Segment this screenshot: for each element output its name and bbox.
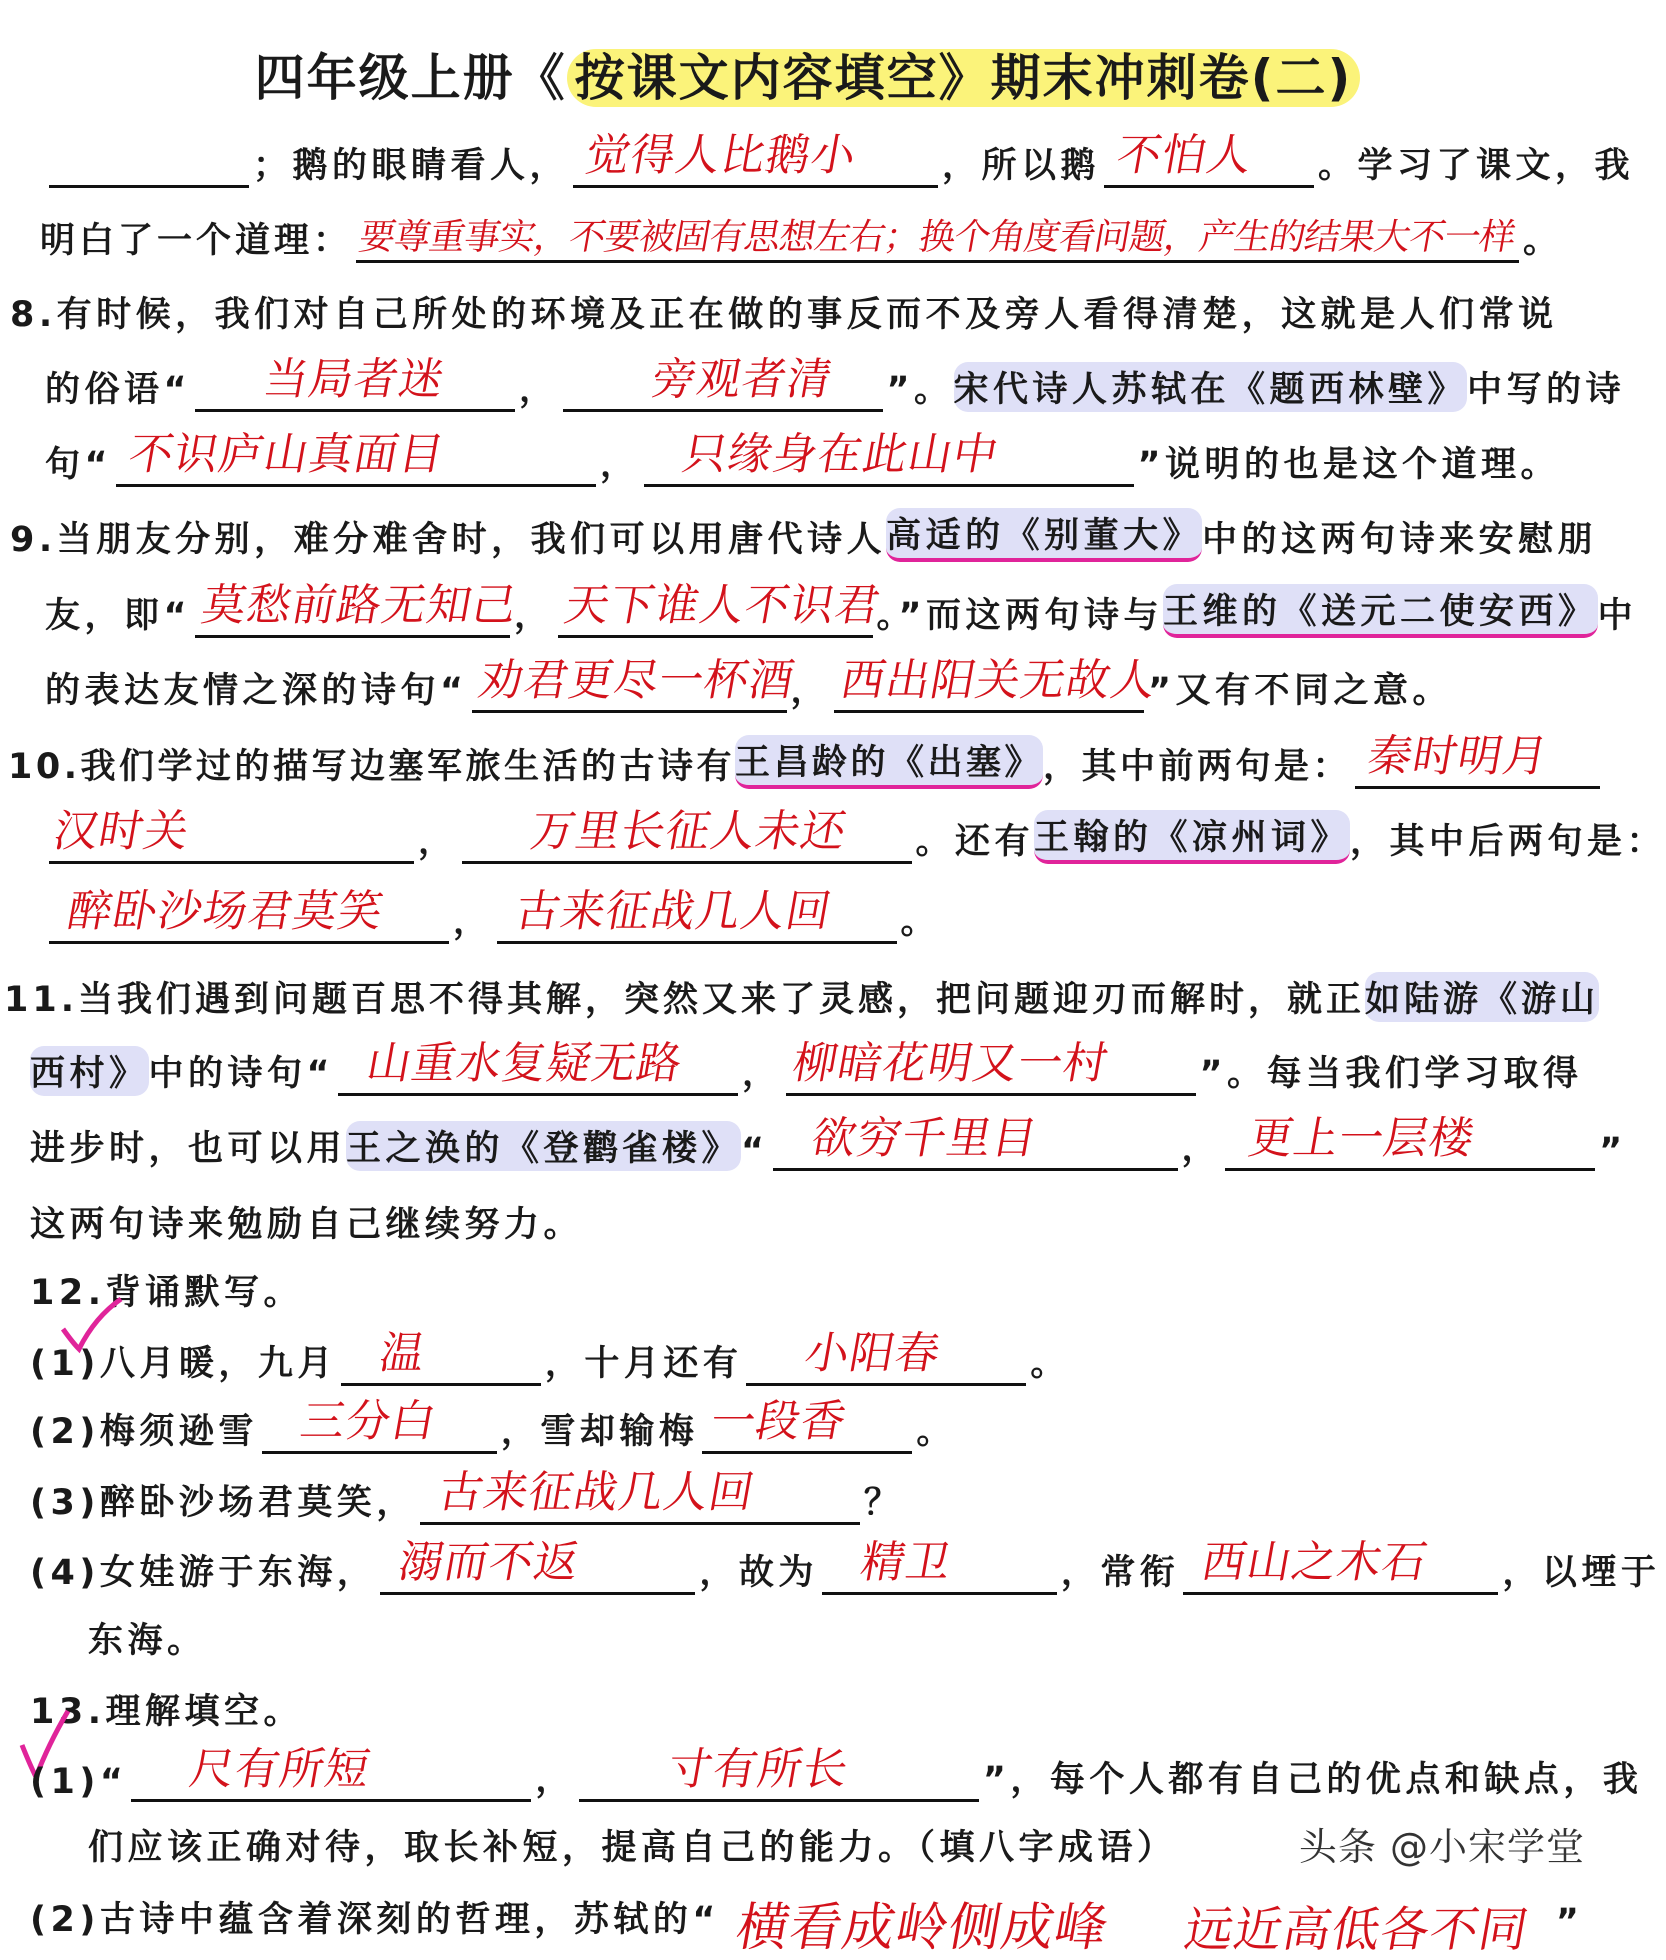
handwritten-answer: 精卫 [856, 1537, 956, 1588]
handwritten-answer: 小阳春 [801, 1328, 946, 1379]
text: ”，每个人都有自己的优点和缺点，我 [982, 1760, 1643, 1800]
worksheet-title [0, 38, 1615, 110]
handwritten-answer: 旁观者清 [647, 354, 837, 405]
text: (3)醉卧沙场君莫笑， [30, 1483, 416, 1523]
text: 中 [1597, 596, 1638, 636]
line-q11-end [30, 1185, 583, 1247]
text: “ [741, 1131, 769, 1171]
answer-blank[interactable] [195, 351, 515, 412]
answer-blank[interactable] [338, 1035, 738, 1096]
handwritten-answer: 温 [375, 1328, 430, 1379]
text: 13.理解填空。 [30, 1692, 304, 1732]
answer-blank[interactable] [834, 652, 1161, 713]
text: ” [1599, 1131, 1627, 1171]
text: 明白了一个道理： [40, 221, 353, 261]
text: ， [418, 822, 458, 862]
question-8-text: 8.有时候，我们对自己所处的环境及正在做的事反而不及旁人看得清楚，这就是人们常说 [10, 295, 1558, 335]
answer-blank[interactable] [773, 1110, 1178, 1171]
handwritten-answer: 劝君更尽一杯酒 [474, 655, 799, 706]
handwritten-answer: 一段香 [707, 1396, 852, 1447]
answer-blank[interactable] [116, 426, 596, 487]
answer-blank[interactable] [262, 1393, 497, 1454]
text: ” [1555, 1902, 1584, 1942]
answer-blank[interactable] [702, 1393, 912, 1454]
handwritten-answer: 要尊重事实，不要被固有思想左右；换个角度看问题，产生的结果大不一样 [355, 217, 1519, 258]
text: (4)女娃游于东海， [30, 1553, 377, 1593]
handwritten-answer: 尺有所短 [186, 1744, 376, 1795]
text: ，所以鹅 [942, 146, 1101, 186]
line-q12-4-end [88, 1601, 207, 1663]
line-q10-intro [8, 727, 1604, 789]
answer-blank[interactable] [558, 577, 885, 638]
answer-blank[interactable] [1183, 1534, 1498, 1595]
text: ”。 [886, 370, 954, 410]
text: ， [742, 1054, 782, 1094]
title-prefix: 四年级上册《 [254, 49, 567, 107]
text: 们应该正确对待，取长补短，提高自己的能力。（填八字成语） [88, 1828, 1177, 1868]
answer-blank[interactable] [356, 202, 1519, 263]
answer-blank[interactable] [822, 1534, 1057, 1595]
text: (2)梅须逊雪 [30, 1412, 258, 1452]
text: 中的这两句诗来安慰朋 [1202, 520, 1598, 560]
handwritten-answer: 莫愁前路无知己 [197, 580, 522, 631]
handwritten-answer: 横看成岭侧成峰 [731, 1898, 1114, 1958]
text: 。 [900, 902, 941, 942]
handwritten-answer: 远近高低各不同 [1180, 1902, 1534, 1958]
answer-blank[interactable] [341, 1325, 541, 1386]
handwritten-answer: 醉卧沙场君莫笑 [63, 886, 388, 937]
handwritten-answer: 三分白 [296, 1396, 441, 1447]
line-q8-poem [45, 425, 1560, 487]
question-11-text: 11.当我们遇到问题百思不得其解，突然又来了灵感，把问题迎刃而解时，就正 [4, 980, 1366, 1020]
line-q12-2 [30, 1392, 956, 1454]
handwritten-answer: 汉时关 [49, 806, 194, 857]
text: ， [1181, 1129, 1222, 1169]
answer-blank[interactable] [420, 1464, 860, 1525]
handwritten-answer: 溺而不返 [395, 1537, 585, 1588]
answer-blank[interactable] [195, 577, 522, 638]
text: ”说明的也是这个道理。 [1137, 445, 1561, 485]
question-10-text: 10.我们学过的描写边塞军旅生活的古诗有 [8, 747, 736, 787]
title-highlight: 按课文内容填空》期末冲刺卷(二) [567, 49, 1361, 107]
answer-blank[interactable] [49, 883, 449, 944]
text: 句“ [45, 445, 113, 485]
text: ， [519, 370, 559, 410]
answer-blank[interactable] [1355, 728, 1600, 789]
text: (1)“ [30, 1762, 128, 1802]
highlighted-text: 如陆游《游山 [1365, 972, 1599, 1022]
highlighted-text: 王翰的《凉州词》 [1034, 810, 1350, 864]
handwritten-answer: 秦时明月 [1363, 731, 1553, 782]
text: 。”而这两句诗与 [876, 596, 1164, 636]
text: 。学习了课文，我 [1318, 146, 1635, 186]
line-q11-poem [30, 1034, 1583, 1096]
handwritten-answer: 西出阳关无故人 [836, 655, 1161, 706]
answer-blank[interactable] [462, 803, 912, 864]
line-q13-1-end [88, 1808, 1177, 1870]
text: 。 [916, 1412, 956, 1452]
line-q12-4 [30, 1533, 1660, 1595]
line-q7-lesson [40, 201, 1562, 263]
answer-blank[interactable] [579, 1741, 979, 1802]
answer-blank[interactable] [1172, 1884, 1552, 1958]
text: ，十月还有 [544, 1344, 743, 1384]
text: 中的诗句“ [148, 1054, 335, 1094]
watermark: 头条 @小宋学堂 [1298, 1825, 1585, 1869]
line-q7-eyes [45, 126, 1634, 188]
text: ，雪却输梅 [500, 1412, 699, 1452]
handwritten-answer: 柳暗花明又一村 [788, 1038, 1113, 1089]
line-q8-proverb [45, 350, 1625, 412]
line-q13-2 [30, 1880, 1584, 1958]
text: ，其中前两句是： [1043, 747, 1352, 787]
line-q11-intro [4, 960, 1599, 1022]
answer-blank[interactable] [786, 1035, 1196, 1096]
highlighted-text: 宋代诗人苏轼在《题西林壁》 [954, 362, 1468, 412]
answer-blank[interactable] [1225, 1110, 1595, 1171]
text: (2)古诗中蕴含着深刻的哲理，苏轼的“ [30, 1900, 720, 1940]
line-q10-chusai [45, 802, 1666, 864]
question-9-text: 9.当朋友分别，难分难舍时，我们可以用唐代诗人 [10, 520, 887, 560]
handwritten-answer: 万里长征人未还 [526, 806, 851, 857]
line-q9-intro [10, 500, 1597, 562]
text: ；鹅的眼睛看人， [253, 146, 570, 186]
handwritten-answer: 觉得人比鹅小 [581, 130, 861, 181]
answer-blank[interactable] [49, 803, 414, 864]
handwritten-answer: 古来征战几人回 [511, 886, 836, 937]
text: ”。每当我们学习取得 [1199, 1054, 1583, 1094]
answer-blank[interactable] [131, 1741, 531, 1802]
text: 进步时，也可以用 [30, 1129, 347, 1169]
text: ， [453, 902, 493, 942]
text: ， [535, 1760, 575, 1800]
line-q10-liangzhou [45, 882, 940, 944]
line-q9-poem [45, 576, 1637, 638]
text: ，故为 [699, 1553, 818, 1593]
handwritten-answer: 只缘身在此山中 [678, 429, 1003, 480]
answer-blank[interactable] [724, 1884, 1164, 1958]
text: ， [600, 445, 640, 485]
text: 这两句诗来勉励自己继续努力。 [30, 1205, 584, 1245]
handwritten-answer: 不识庐山真面目 [124, 429, 449, 480]
text: ， [790, 671, 831, 711]
text: ？ [863, 1483, 904, 1523]
answer-blank[interactable] [563, 351, 883, 412]
handwritten-answer: 山重水复疑无路 [362, 1038, 687, 1089]
answer-blank[interactable] [472, 652, 799, 713]
answer-blank[interactable] [49, 127, 249, 188]
handwritten-answer: 古来征战几人回 [434, 1467, 759, 1518]
answer-blank[interactable] [1104, 127, 1314, 188]
answer-blank[interactable] [380, 1534, 695, 1595]
text: ， [514, 596, 554, 636]
highlighted-text: 王昌龄的《出塞》 [735, 735, 1043, 789]
highlighted-text: 王维的《送元二使安西》 [1163, 584, 1598, 638]
handwritten-answer: 当局者迷 [259, 354, 449, 405]
text: 友，即“ [45, 596, 192, 636]
handwritten-answer: 欲穷千里目 [807, 1113, 1042, 1164]
handwritten-answer: 更上一层楼 [1244, 1113, 1479, 1164]
handwritten-answer: 寸有所长 [663, 1744, 853, 1795]
answer-blank[interactable] [746, 1325, 1026, 1386]
text: (1)八月暖，九月 [30, 1344, 337, 1384]
handwritten-answer: 天下谁人不识君 [560, 580, 885, 631]
line-q9-wangwei [45, 651, 1452, 713]
text: 。 [1523, 221, 1563, 261]
handwritten-answer: 西山之木石 [1198, 1537, 1433, 1588]
line-q13-1 [30, 1740, 1642, 1802]
answer-blank[interactable] [497, 883, 897, 944]
text: 。 [1030, 1344, 1070, 1384]
highlighted-text: 高适的《别董大》 [886, 508, 1202, 562]
text: 中写的诗 [1467, 370, 1626, 410]
text: ”又有不同之意。 [1148, 671, 1453, 711]
text: 的俗语“ [45, 370, 192, 410]
answer-blank[interactable] [644, 426, 1134, 487]
line-q12-3 [30, 1463, 903, 1525]
text: 东海。 [88, 1621, 207, 1661]
answer-blank[interactable] [573, 127, 938, 188]
line-q11-dengque [30, 1109, 1627, 1171]
text: 12.背诵默写。 [30, 1273, 304, 1313]
text: ，以堙于 [1502, 1553, 1661, 1593]
text: ，常衔 [1060, 1553, 1180, 1593]
handwritten-answer: 不怕人 [1112, 130, 1257, 181]
line-q8-intro [10, 275, 1558, 337]
text: 。还有 [915, 822, 1035, 862]
text: ，其中后两句是： [1350, 822, 1666, 862]
highlighted-text: 王之涣的《登鹳雀楼》 [346, 1121, 741, 1171]
highlighted-text: 西村》 [30, 1046, 149, 1096]
line-q12-1 [30, 1324, 1070, 1386]
text: 的表达友情之深的诗句“ [45, 671, 468, 711]
